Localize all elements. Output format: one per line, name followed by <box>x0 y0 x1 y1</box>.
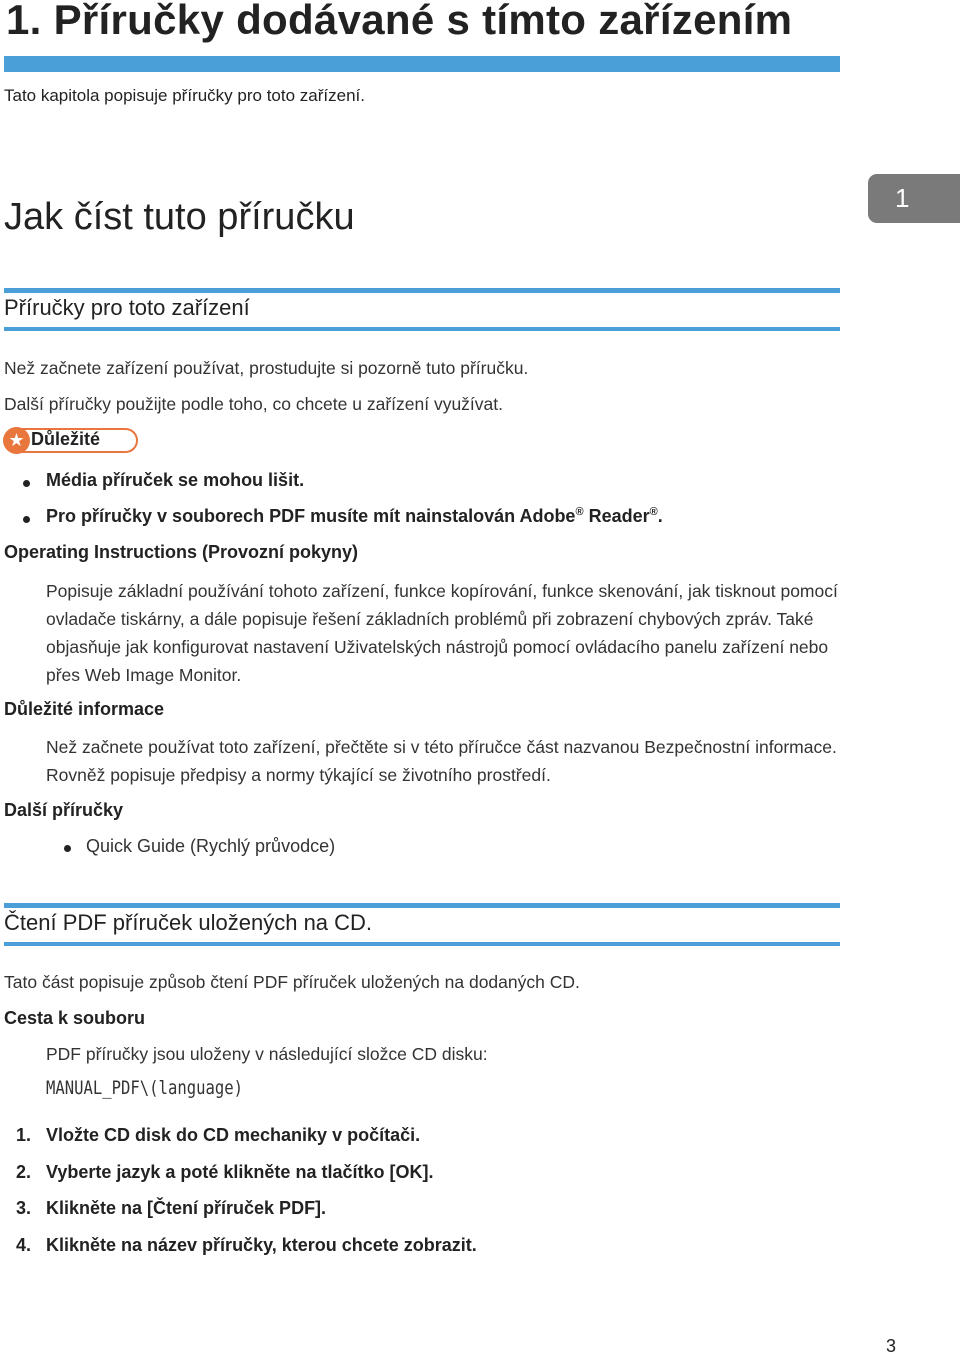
bullet2-text-post: . <box>657 506 663 526</box>
subsection-title-pdf: Čtení PDF příruček uložených na CD. <box>4 910 373 935</box>
important-bullet-2 <box>46 506 663 527</box>
manuals-para-1: Než začnete zařízení používat, prostudujte si pozorně tuto příručku. <box>4 358 529 378</box>
step-number: 4. <box>16 1235 32 1255</box>
other-manual-item: Quick Guide (Rychlý průvodce) <box>86 836 336 856</box>
subsection-title-manuals: Příručky pro toto zařízení <box>4 295 250 320</box>
pdf-intro: Tato část popisuje způsob čtení PDF příruček uložených na dodaných CD. <box>4 972 580 992</box>
manual-term-operating-instructions: Operating Instructions (Provozní pokyny) <box>4 542 359 562</box>
step-number: 1. <box>16 1125 32 1145</box>
important-note-label: Důležité <box>31 429 101 449</box>
step-number: 3. <box>16 1198 32 1218</box>
subsection-rule-top <box>4 288 840 293</box>
manual-term-important-info: Důležité informace <box>4 699 165 719</box>
subsection-rule-bottom <box>4 327 840 331</box>
step-text: Klikněte na název příručky, kterou chcete zobrazit. <box>46 1235 477 1255</box>
manual-desc-important-info: Než začnete používat toto zařízení, přečtěte si v této příručce část nazvanou Bezpečnostní informace. Rovněž popisuje předpisy a normy týkající se životního prostředí. <box>46 737 837 785</box>
section-title: Jak číst tuto příručku <box>4 196 355 238</box>
page-number: 3 <box>886 1336 897 1356</box>
path-value: MANUAL_PDF\(language) <box>46 1077 243 1099</box>
bullet-icon <box>23 480 30 487</box>
chapter-rule <box>4 56 840 72</box>
registered-mark: ® <box>649 506 658 518</box>
bullet2-text-pre: Pro příručky v souborech PDF musíte mít nainstalován Adobe <box>46 506 576 526</box>
registered-mark: ® <box>575 506 584 518</box>
manuals-para-2: Další příručky použijte podle toho, co chcete u zařízení využívat. <box>4 394 503 414</box>
subsection-rule-bottom <box>4 942 840 946</box>
path-description: PDF příručky jsou uloženy v následující složce CD disku: <box>46 1044 488 1064</box>
bullet2-text-mid: Reader <box>583 506 650 526</box>
step-number: 2. <box>16 1162 32 1182</box>
chapter-tab-number: 1 <box>895 183 910 213</box>
subsection-rule-top <box>4 903 840 908</box>
chapter-tab <box>868 174 960 223</box>
step-text: Vyberte jazyk a poté klikněte na tlačítko [OK]. <box>46 1162 434 1182</box>
star-icon: ★ <box>3 427 30 454</box>
chapter-intro: Tato kapitola popisuje příručky pro toto zařízení. <box>4 86 365 105</box>
important-bullet-1: Média příruček se mohou lišit. <box>46 470 305 490</box>
path-title: Cesta k souboru <box>4 1008 146 1028</box>
manual-desc-operating-instructions: Popisuje základní používání tohoto zařízení, funkce kopírování, funkce skenování, jak tisknout pomocí ovladače tiskárny, a dále popisuje řešení základních problémů při zobrazení chybových zpráv. Také objasňuje jak konfigurovat nastavení Uživatelských nástrojů pomocí ovládacího panelu zařízení nebo přes Web Image Monitor. <box>46 581 838 685</box>
step-text: Vložte CD disk do CD mechaniky v počítači. <box>46 1125 421 1145</box>
bullet-icon <box>23 516 30 523</box>
manual-term-other: Další příručky <box>4 800 124 820</box>
chapter-title: 1. Příručky dodávané s tímto zařízením <box>6 0 793 43</box>
step-text: Klikněte na [Čtení příruček PDF]. <box>46 1198 327 1218</box>
bullet-icon <box>64 845 71 852</box>
